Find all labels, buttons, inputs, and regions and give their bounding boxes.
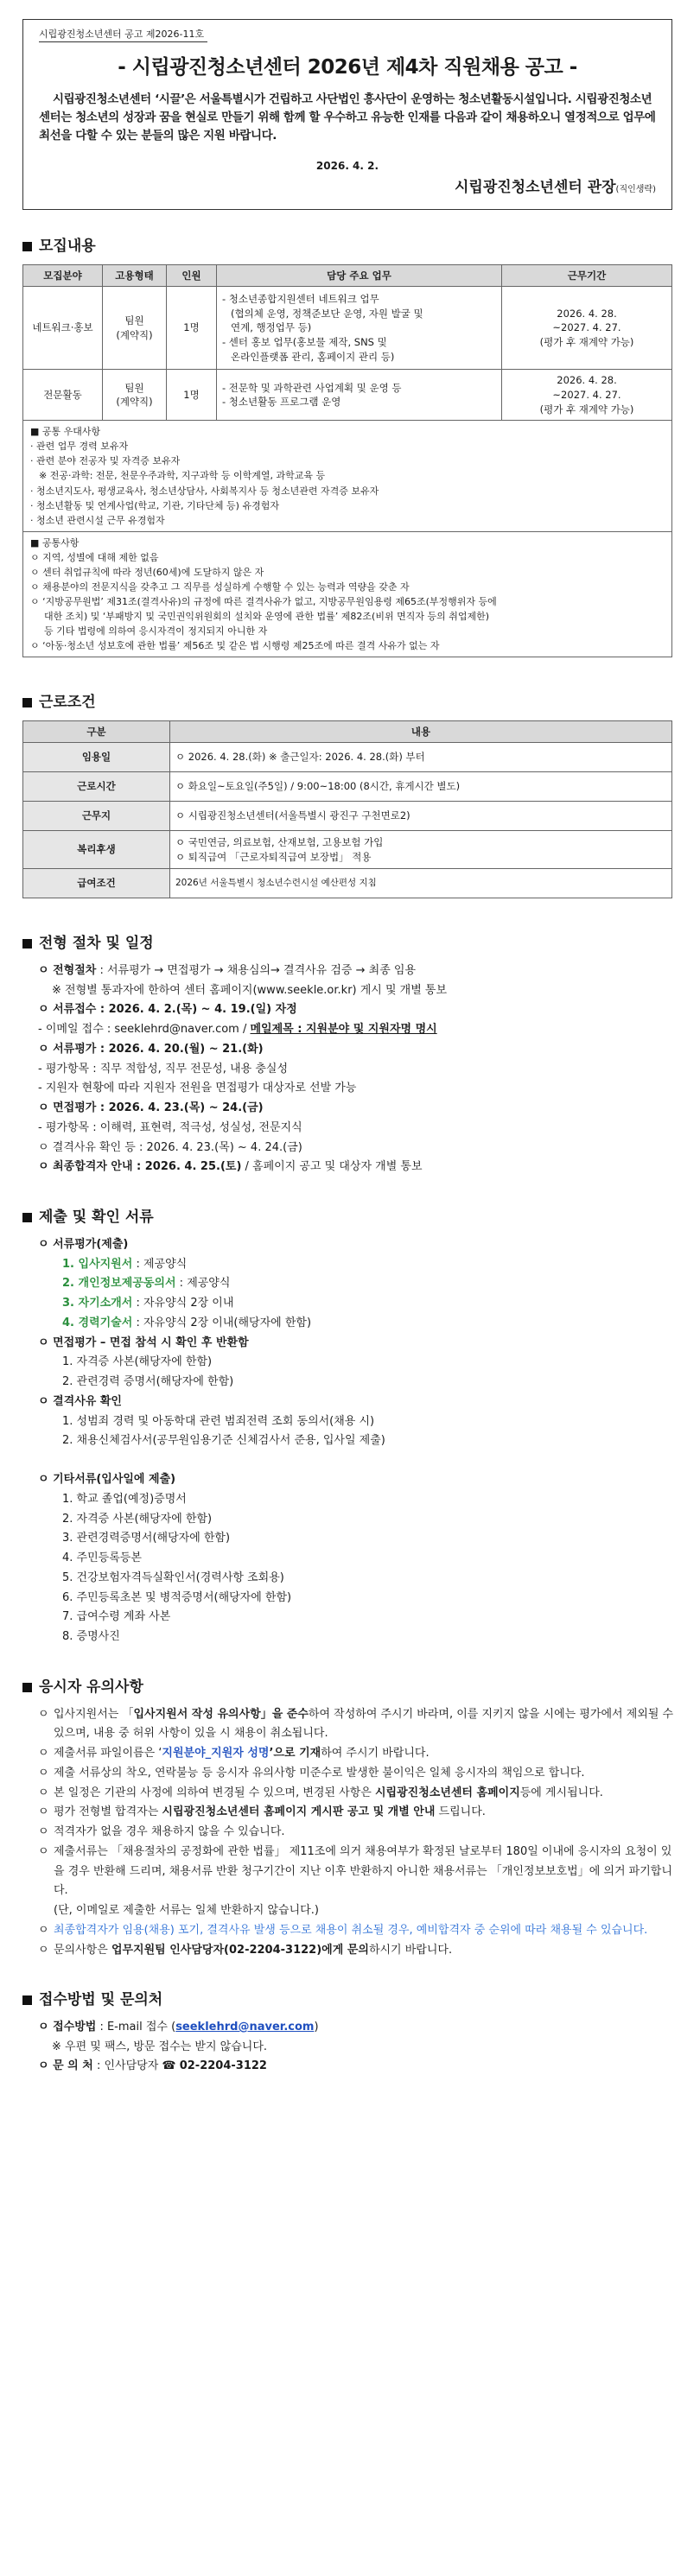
cond-key: 임용일 xyxy=(23,743,170,772)
circle-bullet-icon: ㅇ xyxy=(38,1943,49,1957)
cell-field: 네트워크·홍보 xyxy=(23,287,103,370)
pref-line: · 청소년활동 및 연계사업(학교, 기관, 기타단체 등) 유경험자 xyxy=(30,499,279,511)
notice-item xyxy=(22,1764,681,1784)
pref-line: ※ 전공·과학: 전문, 천문우주과학, 지구과학 등 이학계열, 과학교육 등 xyxy=(39,470,326,482)
notice-text: 하여 작성하여 주시기 바라며, 이를 지키지 않을 시에는 평가에서 제외될 수 있으며, 내용 중 허위 사항이 있을 시 채용이 취소됩니다. xyxy=(54,1707,674,1741)
common-line: ㅇ ‘아동·청소년 성보호에 관한 법률’ 제56조 및 같은 법 시행령 제25조에 따른 결격 사유가 없는 자 xyxy=(30,639,440,651)
doc-item: 7. 급여수령 계좌 사본 xyxy=(62,1610,171,1624)
doc-desc: : 자유양식 2장 이내(해당자에 한함) xyxy=(132,1316,312,1329)
cond-key: 근로시간 xyxy=(23,772,170,802)
doc-item: 2. 관련경력 증명서(해당자에 한함) xyxy=(62,1375,234,1389)
duty-line: - 청소년종합지원센터 네트워크 업무 xyxy=(222,293,379,306)
table-row xyxy=(23,869,672,898)
cond-key: 급여조건 xyxy=(23,869,170,898)
documents-section xyxy=(22,1207,681,1647)
common-line: 등 기타 법령에 의하여 응시자격이 정지되지 아니한 자 xyxy=(44,625,268,637)
square-bullet-icon xyxy=(22,1683,32,1692)
doc-item: 1. 학교 졸업(예정)증명서 xyxy=(62,1492,187,1506)
notice-text: 평가 전형별 합격자는 xyxy=(54,1805,162,1819)
circle-bullet-icon: ㅇ xyxy=(38,1707,49,1721)
cell-period xyxy=(502,287,672,370)
documents-list xyxy=(22,1235,681,1647)
process-label: ㅇ 전형절차 xyxy=(38,963,97,977)
announcement-header xyxy=(22,19,672,210)
doc-name: 4. 경력기술서 xyxy=(62,1316,133,1329)
doc-heading: ㅇ 기타서류(입사일에 제출) xyxy=(38,1473,176,1487)
doc-item: 2. 자격증 사본(해당자에 한함) xyxy=(62,1512,213,1526)
cell-period xyxy=(502,370,672,421)
table-row xyxy=(23,743,672,772)
cell-type xyxy=(103,370,167,421)
process-sub: - 평가항목 : 이해력, 표현력, 적극성, 성실성, 전문지식 xyxy=(38,1120,302,1134)
process-text: : 서류평가 → 면접평가 → 채용심의→ 결격사유 검증 → 최종 임용 xyxy=(96,963,417,977)
notice-text: 제출서류는 「채용절차의 공정화에 관한 법률」 제11조에 의거 채용여부가 확정된 날로부터 180일 이내에 응시자의 요청이 있을 경우 반환해 드리며, 채용서류 반환 청구기간이 지난 이후 반환하지 아니한 채용서류는 「개인정보보호법」에 의거 파기합니다. xyxy=(54,1844,672,1898)
cond-value: ㅇ 화요일~토요일(주5일) / 9:00~18:00 (8시간, 휴게시간 별도) xyxy=(170,772,672,802)
duty-line: - 센터 홍보 업무(홍보물 제작, SNS 및 xyxy=(222,336,387,349)
notice-item xyxy=(22,1941,681,1961)
section-title-text: 접수방법 및 문의처 xyxy=(39,1991,163,2009)
table-row xyxy=(23,287,672,370)
common-line: ㅇ ‘지방공무원법’ 제31조(결격사유)의 규정에 따른 결격사유가 없고, 지방공무원임용령 제65조(부정행위자 등에 xyxy=(30,595,497,607)
doc-item: 8. 증명사진 xyxy=(62,1630,120,1644)
spacer xyxy=(22,1451,681,1470)
circle-bullet-icon: ㅇ xyxy=(38,1786,49,1799)
common-line: ㅇ 채용분야의 전문지식을 갖추고 그 직무를 성실하게 수행할 수 있는 능력과 역량을 갖춘 자 xyxy=(30,581,410,593)
section-title xyxy=(22,1677,681,1698)
col-header: 담당 주요 업무 xyxy=(217,264,502,287)
cell-duties xyxy=(217,287,502,370)
common-line: 대한 조치) 및 ‘부패방지 및 국민권익위원회의 설치와 운영에 관한 법률’ 제82조(비위 면직자 등의 취업제한) xyxy=(44,610,489,622)
notice-emph: ’으로 기재 xyxy=(269,1747,321,1760)
notice-emph: 」을 준수 xyxy=(260,1707,309,1721)
signer-name: 시립광진청소년센터 관장 xyxy=(454,179,616,197)
contact-note: ※ 우편 및 팩스, 방문 접수는 받지 않습니다. xyxy=(52,2040,268,2053)
doc-item xyxy=(22,1294,681,1314)
process-emph: 메일제목 : 지원분야 및 지원자명 명시 xyxy=(250,1023,437,1037)
cell-count: 1명 xyxy=(167,370,217,421)
col-header: 인원 xyxy=(167,264,217,287)
doc-item: 5. 건강보험자격득실확인서(경력사항 조회용) xyxy=(62,1570,284,1584)
doc-desc: : 자유양식 2장 이내 xyxy=(132,1297,234,1310)
circle-bullet-icon: ㅇ xyxy=(38,1766,49,1780)
notice-emph: 입사지원서 작성 유의사항 xyxy=(133,1707,261,1721)
seal-note: (직인생략) xyxy=(615,185,656,195)
period-line: ~2027. 4. 27. xyxy=(552,321,621,334)
pref-line: · 청소년지도사, 평생교육사, 청소년상담사, 사회복지사 등 청소년관련 자격증 보유자 xyxy=(30,485,379,497)
table-header-row xyxy=(23,264,672,287)
preference-box xyxy=(22,421,672,531)
doc-item: 1. 자격증 사본(해당자에 한함) xyxy=(62,1355,213,1369)
contact-label: ㅇ 접수방법 xyxy=(38,2020,97,2034)
contact-text: ) xyxy=(314,2020,319,2034)
type-line: (계약직) xyxy=(116,396,153,409)
phone-icon: ☎ xyxy=(162,2059,180,2073)
cell-count: 1명 xyxy=(167,287,217,370)
phone-number: 02-2204-3122 xyxy=(179,2059,267,2073)
doc-item: 4. 주민등록등본 xyxy=(62,1551,142,1565)
cond-line: ㅇ 국민연금, 의료보험, 산재보험, 고용보험 가입 xyxy=(175,836,384,849)
square-bullet-icon xyxy=(22,242,32,251)
section-title-text: 모집내용 xyxy=(39,237,96,255)
process-section xyxy=(22,933,681,1177)
announcement-body: 시립광진청소년센터 ‘시끌’은 서울특별시가 건립하고 사단법인 흥사단이 운영하는 청소년활동시설입니다. 시립광진청소년센터는 청소년의 성장과 꿈을 현실로 만들기 위해 함께 할 우수하고 유능한 인재를 다음과 같이 채용하오니 열정적으로 업무에 최선을 다할 수 있는 분들의 많은 지원 바랍니다. xyxy=(39,92,656,143)
col-header: 고용형태 xyxy=(103,264,167,287)
notice-text: 최종합격자가 임용(채용) 포기, 결격사유 발생 등으로 채용이 취소될 경우, 예비합격자 중 순위에 따라 채용될 수 있습니다. xyxy=(54,1923,648,1937)
notice-text: 제출 서류상의 착오, 연락불능 등 응시자 유의사항 미준수로 발생한 불이익은 일체 응시자의 책임으로 합니다. xyxy=(54,1766,585,1780)
doc-heading: ㅇ 서류평가(제출) xyxy=(38,1237,129,1251)
table-row xyxy=(23,772,672,802)
col-header: 구분 xyxy=(23,720,170,743)
duty-line: - 전문학 및 과학관련 사업계획 및 운영 등 xyxy=(222,381,402,394)
process-item: ㅇ 결격사유 확인 등 : 2026. 4. 23.(목) ~ 4. 24.(금) xyxy=(38,1140,302,1154)
doc-desc: : 제공양식 xyxy=(132,1257,188,1271)
section-title-text: 전형 절차 및 일정 xyxy=(39,935,154,953)
table-row xyxy=(23,831,672,869)
notice-item xyxy=(22,1803,681,1823)
process-item xyxy=(22,961,681,981)
section-title-text: 응시자 유의사항 xyxy=(39,1678,143,1696)
announcement-number: 시립광진청소년센터 공고 제2026-11호 xyxy=(39,28,207,42)
cond-value: ㅇ 시립광진청소년센터(서울특별시 광진구 구천면로2) xyxy=(170,802,672,831)
section-title xyxy=(22,933,681,955)
doc-name: 2. 개인정보제공동의서 xyxy=(62,1277,176,1291)
contact-text: : 인사담당자 xyxy=(92,2059,162,2073)
duty-line: - 청소년활동 프로그램 운영 xyxy=(222,396,341,409)
recruit-table xyxy=(22,264,672,422)
col-header: 내용 xyxy=(170,720,672,743)
circle-bullet-icon: ㅇ xyxy=(38,1805,49,1819)
section-title-text: 근로조건 xyxy=(39,694,96,712)
cond-value: 2026년 서울특별시 청소년수련시설 예산편성 지침 xyxy=(170,869,672,898)
notice-list xyxy=(22,1705,681,1961)
conditions-section xyxy=(22,692,681,898)
col-header: 모집분야 xyxy=(23,264,103,287)
notice-text: 하여 주시기 바랍니다. xyxy=(321,1747,430,1760)
section-title xyxy=(22,236,681,257)
process-sub: - 평가항목 : 직무 적합성, 직무 전문성, 내용 충실성 xyxy=(38,1062,288,1075)
pref-line: ■ 공통 우대사항 xyxy=(30,426,101,438)
duty-line: (협의체 운영, 정책준보단 운영, 자원 발굴 및 xyxy=(231,307,423,320)
common-box xyxy=(22,532,672,657)
process-item: ㅇ 서류접수 : 2026. 4. 2.(목) ~ 4. 19.(일) 자정 xyxy=(38,1003,297,1017)
section-title xyxy=(22,1989,681,2011)
notice-item xyxy=(22,1843,681,1921)
notice-text: 입사지원서는 「 xyxy=(54,1707,134,1721)
notice-emph: 지원분야_지원자 성명 xyxy=(162,1747,270,1760)
circle-bullet-icon: ㅇ xyxy=(38,1747,49,1760)
cond-key: 근무지 xyxy=(23,802,170,831)
table-header-row xyxy=(23,720,672,743)
notice-text: 문의사항은 xyxy=(54,1943,111,1957)
notice-text: (단, 이메일로 제출한 서류는 일체 반환하지 않습니다.) xyxy=(54,1904,319,1917)
process-sub xyxy=(22,1020,681,1040)
circle-bullet-icon: ㅇ xyxy=(38,1923,49,1937)
process-sub: - 지원자 현황에 따라 지원자 전원을 면접평가 대상자로 선발 가능 xyxy=(38,1082,357,1095)
process-text: / 홈페이지 공고 및 대상자 개별 통보 xyxy=(241,1160,423,1174)
doc-name: 3. 자기소개서 xyxy=(62,1297,133,1310)
announcement-date: 2026. 4. 2. xyxy=(315,159,379,172)
period-line: 2026. 4. 28. xyxy=(557,374,617,387)
announcement-title: - 시립광진청소년센터 2026년 제4차 직원채용 공고 - xyxy=(118,55,577,79)
process-list xyxy=(22,961,681,1177)
process-item xyxy=(22,1158,681,1177)
col-header: 근무기간 xyxy=(502,264,672,287)
notice-item xyxy=(22,1823,681,1843)
doc-item: 2. 채용신체검사서(공무원임용기준 신체검사서 준용, 입사일 제출) xyxy=(62,1434,385,1448)
notice-item xyxy=(22,1784,681,1804)
notice-text: 하시기 바랍니다. xyxy=(368,1943,453,1957)
notice-text: 등에 게시됩니다. xyxy=(519,1786,603,1799)
doc-item: 1. 성범죄 경력 및 아동학대 관련 범죄전력 조회 동의서(채용 시) xyxy=(62,1414,375,1428)
doc-item: 6. 주민등록초본 및 병적증명서(해당자에 한함) xyxy=(62,1590,292,1604)
notice-item xyxy=(22,1705,681,1745)
section-title-text: 제출 및 확인 서류 xyxy=(39,1209,154,1227)
pref-line: · 관련 분야 전공자 및 자격증 보유자 xyxy=(30,455,181,467)
cell-duties xyxy=(217,370,502,421)
cond-key: 복리후생 xyxy=(23,831,170,869)
doc-item xyxy=(22,1255,681,1275)
process-text: - 이메일 접수 : seeklehrd@naver.com / xyxy=(38,1023,251,1037)
period-line: (평가 후 재계약 가능) xyxy=(539,336,634,349)
cell-type xyxy=(103,287,167,370)
notice-text: 본 일정은 기관의 사정에 의하여 변경될 수 있으며, 변경된 사항은 xyxy=(54,1786,375,1799)
contact-section xyxy=(22,1989,681,2077)
section-title xyxy=(22,692,681,714)
table-row xyxy=(23,802,672,831)
notice-text: 제출서류 파일이름은 ‘ xyxy=(54,1747,162,1760)
period-line: ~2027. 4. 27. xyxy=(552,388,621,401)
cell-field: 전문활동 xyxy=(23,370,103,421)
process-item: ㅇ 면접평가 : 2026. 4. 23.(목) ~ 24.(금) xyxy=(38,1101,264,1115)
pref-line: · 청소년 관련시설 근무 유경험자 xyxy=(30,514,165,526)
type-line: (계약직) xyxy=(116,328,153,341)
square-bullet-icon xyxy=(22,698,32,707)
common-line: ㅇ 지역, 성별에 대해 제한 없음 xyxy=(30,551,159,563)
recruit-section xyxy=(22,236,681,657)
notice-item xyxy=(22,1921,681,1941)
period-line: 2026. 4. 28. xyxy=(557,307,617,320)
process-label: ㅇ 최종합격자 안내 : 2026. 4. 25.(토) xyxy=(38,1160,242,1174)
pref-line: · 관련 업무 경력 보유자 xyxy=(30,441,129,453)
duty-line: 온라인플랫폼 관리, 홈페이지 관리 등) xyxy=(231,350,395,363)
cond-value: ㅇ 2026. 4. 28.(화) ※ 출근일자: 2026. 4. 28.(화) 부터 xyxy=(170,743,672,772)
doc-heading: ㅇ 결격사유 확인 xyxy=(38,1394,122,1408)
cond-value xyxy=(170,831,672,869)
contact-list xyxy=(22,2018,681,2077)
process-note: ※ 전형별 통과자에 한하여 센터 홈페이지(www.seekle.or.kr) 게시 및 개별 통보 xyxy=(52,983,448,997)
email-link[interactable]: seeklehrd@naver.com xyxy=(175,2020,315,2034)
notice-text: 적격자가 없을 경우 채용하지 않을 수 있습니다. xyxy=(54,1825,285,1838)
square-bullet-icon xyxy=(22,1995,32,2005)
contact-text: : E-mail 접수 ( xyxy=(96,2020,176,2034)
announcement-signer xyxy=(39,177,656,199)
notice-emph: 업무지원팀 인사담당자(02-2204-3122)에게 문의 xyxy=(111,1943,369,1957)
notice-section xyxy=(22,1677,681,1960)
table-row xyxy=(23,370,672,421)
common-line: ㅇ 센터 취업규칙에 따라 정년(60세)에 도달하지 않은 자 xyxy=(30,566,264,578)
notice-text: 드립니다. xyxy=(435,1805,486,1819)
common-line: ■ 공통사항 xyxy=(30,536,80,549)
doc-heading: ㅇ 면접평가 – 면접 참석 시 확인 후 반환함 xyxy=(38,1336,249,1349)
doc-name: 1. 입사지원서 xyxy=(62,1257,133,1271)
notice-emph: 시립광진청소년센터 홈페이지 게시판 공고 및 개별 안내 xyxy=(162,1805,436,1819)
circle-bullet-icon: ㅇ xyxy=(38,1844,49,1858)
doc-desc: : 제공양식 xyxy=(175,1277,231,1291)
process-item: ㅇ 서류평가 : 2026. 4. 20.(월) ~ 21.(화) xyxy=(38,1042,264,1056)
contact-item xyxy=(22,2057,681,2077)
conditions-table xyxy=(22,720,672,899)
contact-item xyxy=(22,2018,681,2038)
doc-item xyxy=(22,1274,681,1294)
notice-emph: 시립광진청소년센터 홈페이지 xyxy=(374,1786,520,1799)
notice-item xyxy=(22,1744,681,1764)
duty-line: 연계, 행정업무 등) xyxy=(231,321,312,334)
square-bullet-icon xyxy=(22,1213,32,1222)
doc-item: 3. 관련경력증명서(해당자에 한함) xyxy=(62,1532,231,1545)
section-title xyxy=(22,1207,681,1228)
square-bullet-icon xyxy=(22,939,32,949)
cond-line: ㅇ 퇴직급여 「근로자퇴직급여 보장법」 적용 xyxy=(175,850,372,863)
circle-bullet-icon: ㅇ xyxy=(38,1825,49,1838)
period-line: (평가 후 재계약 가능) xyxy=(539,403,634,416)
contact-label: ㅇ 문 의 처 xyxy=(38,2059,93,2073)
doc-item xyxy=(22,1314,681,1334)
type-line: 팀원 xyxy=(124,381,144,394)
type-line: 팀원 xyxy=(124,314,144,327)
